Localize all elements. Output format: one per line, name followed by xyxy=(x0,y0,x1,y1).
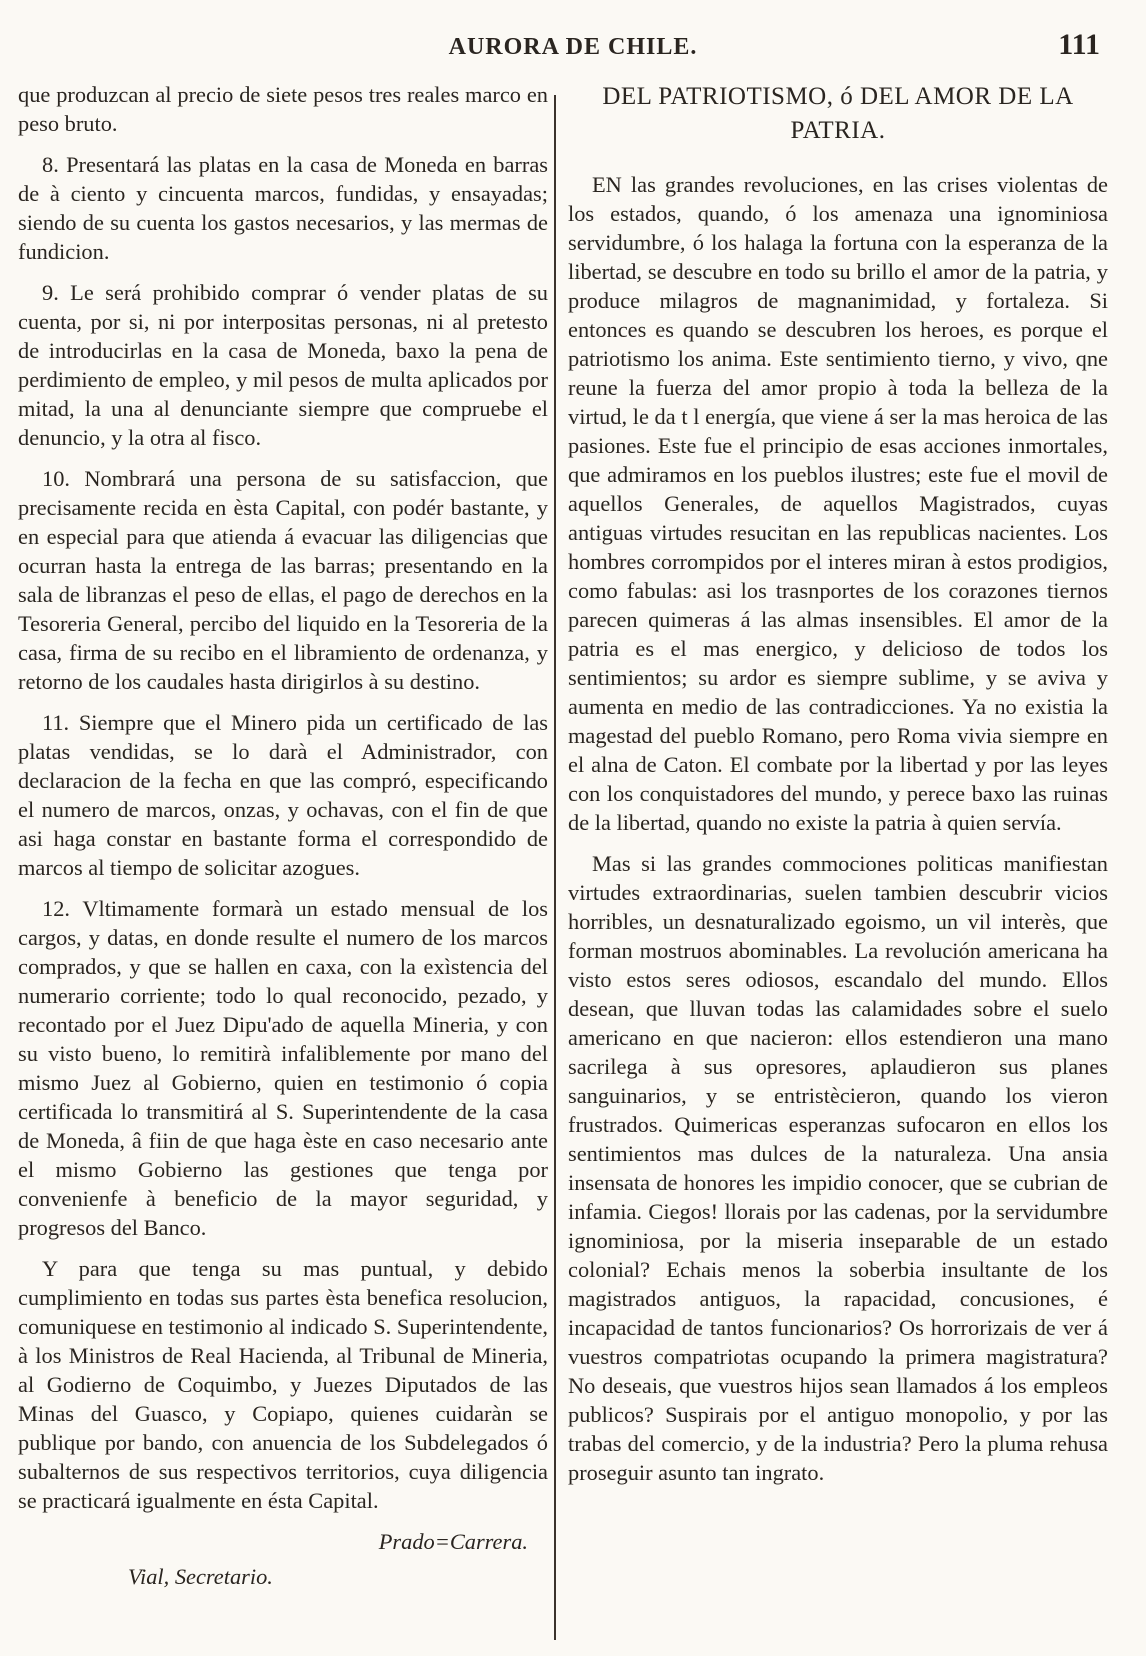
right-column xyxy=(568,80,1108,1499)
paragraph: 12. Vltimamente formarà un estado mensual de los cargos, y datas, en donde resulte el numero de los marcos comprados, y que se hallen en caxa, con la exìstencia del numerario corriente; todo lo qual reconocido, pezado, y recontado por el Juez Dipu'ado de aquella Mineria, y con su visto bueno, lo remitirà infaliblemente por mano del mismo Juez al Gobierno, quien en testimonio ó copia certificada lo transmitirá al S. Superintendente de la casa de Moneda, â fiin de que haga èste en caso necesario ante el mismo Gobierno las gestiones que tenga por convenienfe à beneficio de la mayor seguridad, y progresos del Banco. xyxy=(18,896,548,1240)
page-header xyxy=(0,26,1146,66)
paragraph: Mas si las grandes commociones politicas manifiestan virtudes extraordinarias, suelen tambien descubrir vicios horribles, un desnaturalizado egoismo, un vil interès, que forman mostruos abominables. La revolución americana ha visto estos seres odiosos, escandalo del mundo. Ellos desean, que lluvan todas las calamidades sobre el suelo americano en que nacieron: ellos estendieron una mano sacrilega à sus opresores, aplaudieron sus planes sanguinarios, y se entristècieron, quando los vieron frustrados. Quimericas esperanzas sufocaron en ellos los sentimientos mas dulces de la naturaleza. Una ansia insensata de honores les impidio conocer, que se cubrian de infamia. Ciegos! llorais por las cadenas, por la servidumbre ignominiosa, por la miseria inseparable de un estado colonial? Echais menos la soberbia insultante de los magistrados antiguos, la rapacidad, concusiones, é incapacidad de tantos funcionarios? Os horrorizais de ver á vuestros compatriotas ocupando la primera magistratura? No deseais, que vuestros hijos sean llamados á los empleos publicos? Suspirais por el antiguo monopolio, y por las trabas del comercio, y de la industria? Pero la pluma rehusa proseguir asunto tan ingrato. xyxy=(568,851,1108,1485)
paragraph: EN las grandes revoluciones, en las crises violentas de los estados, quando, ó los amenaza una ignominiosa servidumbre, ó los halaga la fortuna con la esperanza de la libertad, se descubre en todo su brillo el amor de la patria, y produce milagros de magnanimidad, y fortaleza. Si entonces es quando se descubren los heroes, es porque el patriotismo los anima. Este sentimiento tierno, y vivo, qne reune la fuerza del amor propio à toda la belleza de la virtud, le da t l energía, que viene á ser la mas heroica de las pasiones. Este fue el principio de esas acciones inmortales, que admiramos en los pueblos ilustres; este fue el movil de aquellos Generales, de aquellos Magistrados, cuyas antiguas virtudes resucitan en las republicas nacientes. Los hombres corrompidos por el interes miran à estos prodigios, como fabulas: asi los trasnportes de los corazones tiernos parecen quimeras á las almas insensibles. El amor de la patria es el mas energico, y delicioso de todos los sentimientos; su ardor es siempre sublime, y se aviva y aumenta en medio de las contradicciones. Ya no existia la magestad del pueblo Romano, pero Roma vivia siempre en el alna de Caton. El combate por la libertad y por las leyes con los conquistadores del mundo, y perece baxo las ruinas de la libertad, quando no existe la patria à quien servía. xyxy=(568,172,1108,835)
paragraph: 10. Nombrará una persona de su satisfaccion, que precisamente recida en èsta Capital, con podér bastante, y en especial para que atienda á evacuar las diligencias que ocurran hasta la entrega de las barras; presentando en la sala de libranzas el peso de ellas, el pago de derechos en la Tesoreria General, percibo del liquido en la Tesoreria de la casa, firma de su recibo en el libramiento de ordenanza, y retorno de los caudales hasta dirigirlos à su destino. xyxy=(18,466,548,694)
left-column xyxy=(18,80,548,1591)
paragraph: Y para que tenga su mas puntual, y debido cumplimiento en todas sus partes èsta benefica resolucion, comuniquese en testimonio al indicado S. Superintendente, à los Ministros de Real Hacienda, al Tribunal de Mineria, al Godierno de Coquimbo, y Juezes Diputados de las Minas del Guasco, y Copiapo, quienes cuidaràn se publique por bando, con anuencia de los Subdelegados ó subalternos de sus respectivos territorios, cuya diligencia se practicará igualmente en ésta Capital. xyxy=(18,1256,548,1513)
paragraph: 8. Presentará las platas en la casa de Moneda en barras de à ciento y cincuenta marcos, fundidas, y ensayadas; siendo de su cuenta los gastos necesarios, y las mermas de fundicion. xyxy=(18,152,548,264)
paragraph: que produzcan al precio de siete pesos tres reales marco en peso bruto. xyxy=(18,82,548,136)
page-number: 111 xyxy=(1058,28,1100,61)
secretary-signature: Vial, Secretario. xyxy=(128,1564,273,1589)
paragraph: 9. Le será prohibido comprar ó vender platas de su cuenta, por si, ni por interpositas personas, ni al pretesto de introducirlas en la casa de Moneda, baxo la pena de perdimiento de empleo, y mil pesos de multa aplicados por mitad, la una al denunciante siempre que compruebe el denuncio, y la otra al fisco. xyxy=(18,280,548,450)
running-title: AURORA DE CHILE. xyxy=(448,34,698,60)
paragraph: 11. Siempre que el Minero pida un certificado de las platas vendidas, se lo darà el Administrador, con declaracion de la fecha en que las compró, especificando el numero de marcos, onzas, y ochavas, con el fin de que asi haga constar en bastante forma el correspondido de marcos al tiempo de solicitar azogues. xyxy=(18,710,548,880)
column-divider xyxy=(554,95,556,1640)
article-title: DEL PATRIOTISMO, ó DEL AMOR DE LA PATRIA. xyxy=(602,83,1074,144)
signature: Prado=Carrera. xyxy=(378,1529,528,1554)
